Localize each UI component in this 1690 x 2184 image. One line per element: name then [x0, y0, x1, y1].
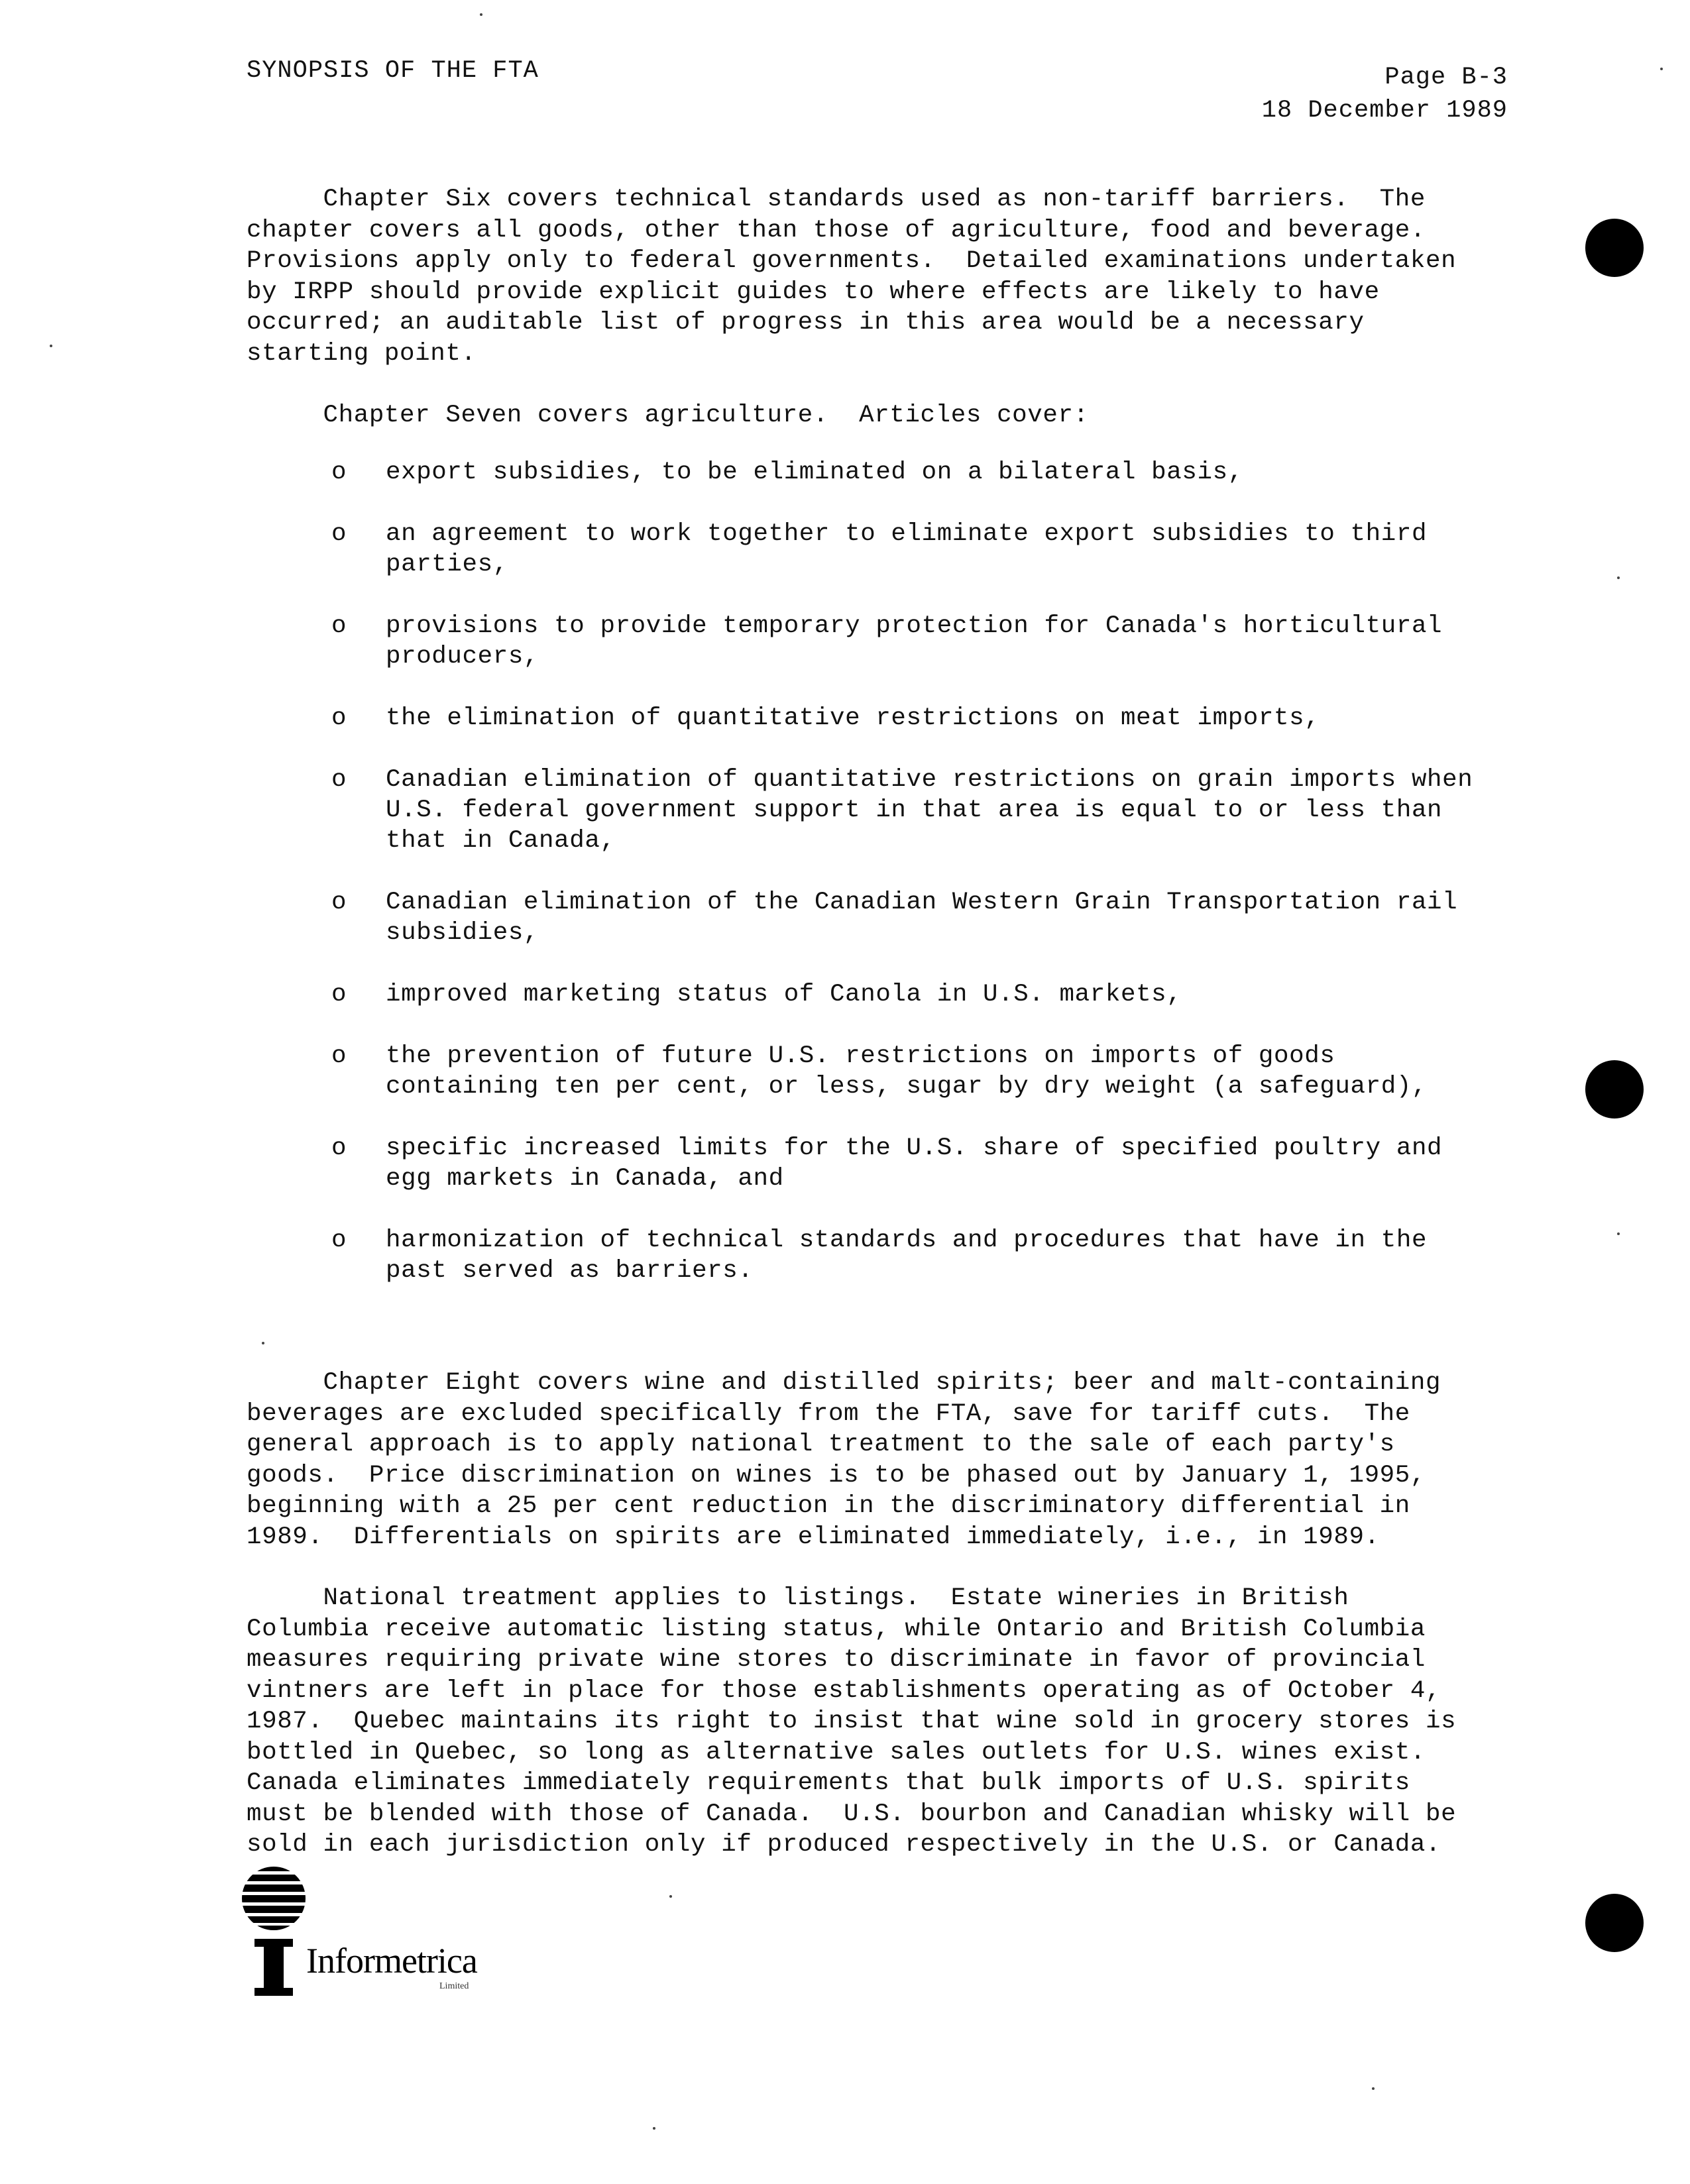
scan-speck [1617, 576, 1620, 579]
informetrica-limited: Limited [439, 1981, 469, 1991]
header-date: 18 December 1989 [1261, 97, 1508, 125]
punch-hole-middle [1585, 1060, 1644, 1119]
scan-speck [262, 1342, 264, 1344]
list-item: o Canadian elimination of the Canadian Western Grain Transportation rail subsidies, [331, 889, 1458, 947]
scan-speck [50, 345, 52, 347]
scan-speck [1660, 68, 1663, 70]
list-item: o the prevention of future U.S. restrictions on imports of goods containing ten per cent, or less, sugar by dry weight (a safeguard), [331, 1042, 1428, 1101]
paragraph-chapter-six: Chapter Six covers technical standards used as non-tariff barriers. The chapter covers all goods, other than those of agriculture, food and beverage. Provisions apply only to federal governments. Detailed examinations undertaken by IRPP should provide explicit guides to where effects are likely to have occurred; an auditable list of progress in this area would be a necessary starting point. [247, 186, 1457, 368]
informetrica-wordmark: Informetrica [306, 1941, 477, 1981]
header-title: SYNOPSIS OF THE FTA [247, 57, 539, 85]
scan-speck [1372, 2087, 1375, 2090]
page-number: Page B-3 [1384, 64, 1508, 91]
header-page-info [1262, 61, 1508, 127]
list-item: o the elimination of quantitative restrictions on meat imports, [331, 704, 1320, 732]
list-item: o Canadian elimination of quantitative restrictions on grain imports when U.S. federal government support in that area is equal to or less than that in Canada, [331, 766, 1473, 855]
list-item: o improved marketing status of Canola in U.S. markets, [331, 981, 1182, 1009]
list-item: o specific increased limits for the U.S. share of specified poultry and egg markets in Canada, and [331, 1134, 1443, 1193]
paragraph-chapter-seven-intro: Chapter Seven covers agriculture. Articles cover: [247, 402, 1089, 429]
scan-speck [480, 13, 482, 16]
paragraph-chapter-eight: Chapter Eight covers wine and distilled spirits; beer and malt-containing beverages are excluded specifically from the FTA, save for tariff cuts. The general approach is to apply national treatment to the sale of each party's goods. Price discrimination on wines is to be phased out by January 1, 1995, beginning with a 25 per cent reduction in the discriminatory differential in 1989. Differentials on spirits are eliminated immediately, i.e., in 1989. [247, 1369, 1441, 1551]
list-item: o an agreement to work together to eliminate export subsidies to third parties, [331, 520, 1428, 578]
articles-list [331, 457, 1511, 1317]
paragraph-national-treatment: National treatment applies to listings. Estate wineries in British Columbia receive automatic listing status, while Ontario and British Columbia measures requiring private wine stores to discriminate in favor of provincial vintners are left in place for those establishments operating as of October 4, 1987. Quebec maintains its right to insist that wine sold in grocery stores is bottled in Quebec, so long as alternative sales outlets for U.S. wines exist. Canada eliminates immediately requirements that bulk imports of U.S. spirits must be blended with those of Canada. U.S. bourbon and Canadian whisky will be sold in each jurisdiction only if produced respectively in the U.S. or Canada. [247, 1584, 1457, 1859]
list-item: o provisions to provide temporary protection for Canada's horticultural producers, [331, 612, 1443, 671]
scan-speck [653, 2127, 655, 2130]
list-item: o harmonization of technical standards and procedures that have in the past served as barriers. [331, 1227, 1428, 1285]
informetrica-logo-icon [237, 1862, 310, 2004]
list-item: o export subsidies, to be eliminated on a bilateral basis, [331, 459, 1243, 486]
scan-speck [669, 1895, 672, 1898]
punch-hole-top [1585, 219, 1644, 277]
scan-speck [1617, 1232, 1620, 1235]
punch-hole-bottom [1585, 1894, 1644, 1952]
